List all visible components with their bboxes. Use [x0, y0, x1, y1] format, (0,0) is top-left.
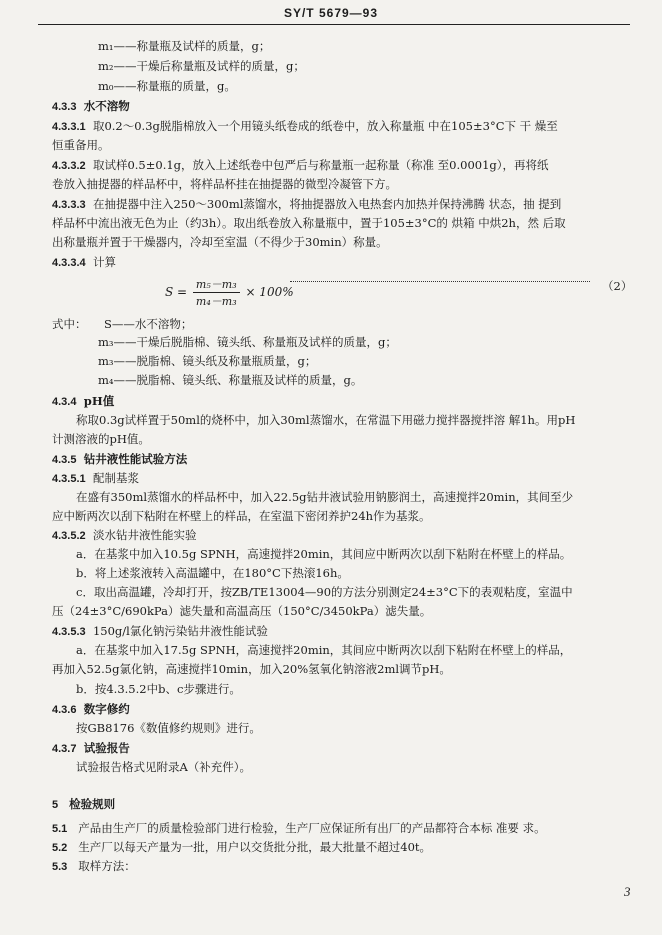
- var-def: m₃——干燥后脱脂棉、镜头纸、称量瓶及试样的质量，g；: [98, 335, 397, 349]
- formula: [165, 276, 294, 309]
- section-heading: [52, 740, 130, 757]
- paragraph-text: 取试样0.5±0.1g，放入上述纸卷中包严后与称量瓶一起称量（称准 至0.0001g），再将纸: [92, 158, 549, 172]
- section-title: 配制基浆: [92, 471, 139, 485]
- paragraph-line: 样品杯中流出液无色为止（约3h）。取出纸卷放入称量瓶中，置于105±3°C的 烘箱 中烘2h，然 后取: [52, 216, 566, 230]
- section-number: 4.3.3.1: [52, 121, 86, 133]
- section-title: 150g/l氯化钠污染钻井液性能试验: [92, 624, 268, 638]
- paragraph-text: 取0.2～0.3g脱脂棉放入一个用镜头纸卷成的纸卷中，放入称量瓶 中在105±3°C下 干 燥至: [92, 119, 558, 133]
- formula-multiplier: × 100%: [245, 285, 294, 299]
- section-number: 5.3: [52, 861, 68, 873]
- header-rule: [38, 24, 630, 25]
- paragraph-line: 应中断两次以刮下粘附在杯壁上的样品，在室温下密闭养护24h作为基浆。: [52, 509, 431, 523]
- list-item: a．在基浆中加入10.5g SPNH，高速搅拌20min，其间应中断两次以刮下粘附在杯壁上的样品。: [76, 547, 572, 561]
- paragraph-line: [52, 118, 558, 135]
- section-number: 4.3.5: [52, 454, 77, 466]
- paragraph-line: 卷放入抽提器的样品杯中，将样品杯挂在抽提器的微型冷凝管下方。: [52, 177, 397, 191]
- list-item: c．取出高温罐，冷却打开，按ZB/TE13004—90的方法分别测定24±3°C下的表观粘度，室温中: [76, 585, 573, 599]
- paragraph-line: [52, 196, 561, 213]
- formula-denominator: m₄－m₃: [195, 295, 237, 308]
- where-label: 式中：: [52, 317, 87, 331]
- section-heading: [52, 393, 114, 410]
- paragraph-line: 再加入52.5g氯化钠，高速搅拌10min，加入20%氢氧化钠溶液2ml调节pH。: [52, 662, 451, 676]
- leader-dots: [290, 281, 590, 282]
- paragraph-line: 在盛有350ml蒸馏水的样品杯中，加入22.5g钻井液试验用钠膨润土，高速搅拌20min，其间至少: [76, 490, 574, 504]
- section-heading: [52, 701, 130, 718]
- section-number: 4.3.5.2: [52, 530, 86, 542]
- formula-numerator: m₅－m₃: [193, 276, 240, 293]
- section-title: 数字修约: [83, 702, 130, 716]
- section-number: 4.3.4: [52, 396, 77, 408]
- section-number: 5: [52, 799, 59, 811]
- section-number: 4.3.3.4: [52, 257, 86, 269]
- paragraph-line: 试验报告格式见附录A（补充件）。: [76, 760, 252, 774]
- var-def: m₁——称量瓶及试样的质量，g；: [98, 39, 271, 53]
- section-number: 5.2: [52, 842, 68, 854]
- paragraph-text: 在抽提器中注入250～300ml蒸馏水，将抽提器放入电热套内加热并保持沸腾 状态，抽 提到: [92, 197, 562, 211]
- var-def: m₃——脱脂棉、镜头纸及称量瓶质量，g；: [98, 354, 317, 368]
- list-item: b．将上述浆液转入高温罐中，在180°C下热滚16h。: [76, 566, 349, 580]
- chapter-heading: [52, 796, 115, 813]
- formula-lhs: S =: [165, 285, 188, 299]
- paragraph-line: 计测溶液的pH值。: [52, 432, 150, 446]
- section-number: 4.3.7: [52, 743, 77, 755]
- section-title: 水不溶物: [83, 99, 130, 113]
- section-heading: [52, 451, 187, 468]
- paragraph-line: [52, 157, 549, 174]
- section-title: pH值: [83, 394, 115, 408]
- paragraph-line: [52, 858, 136, 875]
- equation-number: （2）: [602, 279, 633, 293]
- formula-fraction: [193, 276, 240, 309]
- var-def: m₀——称量瓶的质量，g。: [98, 79, 236, 93]
- section-title: 检验规则: [69, 797, 116, 811]
- section-heading: [52, 527, 196, 544]
- list-item: a．在基浆中加入17.5g SPNH，高速搅拌20min，其间应中断两次以刮下粘附在杯壁上的样品，: [76, 643, 572, 657]
- section-heading: [52, 470, 139, 487]
- paragraph-line: 按GB8176《数值修约规则》进行。: [76, 721, 261, 735]
- section-number: 5.1: [52, 823, 68, 835]
- section-number: 4.3.3.2: [52, 160, 86, 172]
- section-title: 试验报告: [83, 741, 130, 755]
- section-number: 4.3.5.1: [52, 473, 86, 485]
- section-heading: [52, 254, 116, 271]
- section-number: 4.3.3.3: [52, 199, 86, 211]
- section-number: 4.3.3: [52, 101, 77, 113]
- section-title: 计算: [92, 255, 116, 269]
- section-title: 淡水钻井液性能实验: [92, 528, 197, 542]
- paragraph-line: 出称量瓶并置于干燥器内，冷却至室温（不得少于30min）称量。: [52, 235, 388, 249]
- paragraph-line: 恒重备用。: [52, 138, 110, 152]
- paragraph-line: 称取0.3g试样置于50ml的烧杯中，加入30ml蒸馏水，在常温下用磁力搅拌器搅拌溶 解1h。用pH: [76, 413, 576, 427]
- var-def: m₂——干燥后称量瓶及试样的质量，g；: [98, 59, 305, 73]
- paragraph-line: [52, 820, 546, 837]
- paragraph-line: 压（24±3°C/690kPa）滤失量和高温高压（150°C/3450kPa）滤失量。: [52, 604, 432, 618]
- var-def: m₄——脱脂棉、镜头纸、称量瓶及试样的质量，g。: [98, 373, 363, 387]
- paragraph-text: 产品由生产厂的质量检验部门进行检验，生产厂应保证所有出厂的产品都符合本标 准要 求。: [78, 821, 546, 835]
- section-title: 钻井液性能试验方法: [83, 452, 188, 466]
- section-number: 4.3.5.3: [52, 626, 86, 638]
- section-heading: [52, 98, 130, 115]
- var-def: S——水不溶物；: [104, 317, 193, 331]
- paragraph-line: [52, 839, 431, 856]
- section-number: 4.3.6: [52, 704, 77, 716]
- page-number: 3: [624, 884, 631, 899]
- page-header: SY/T 5679—93: [283, 6, 379, 20]
- paragraph-text: 生产厂以每天产量为一批，用户以交货批分批，最大批量不超过40t。: [78, 840, 432, 854]
- paragraph-text: 取样方法：: [78, 859, 136, 873]
- section-heading: [52, 623, 268, 640]
- list-item: b．按4.3.5.2中b、c步骤进行。: [76, 682, 241, 696]
